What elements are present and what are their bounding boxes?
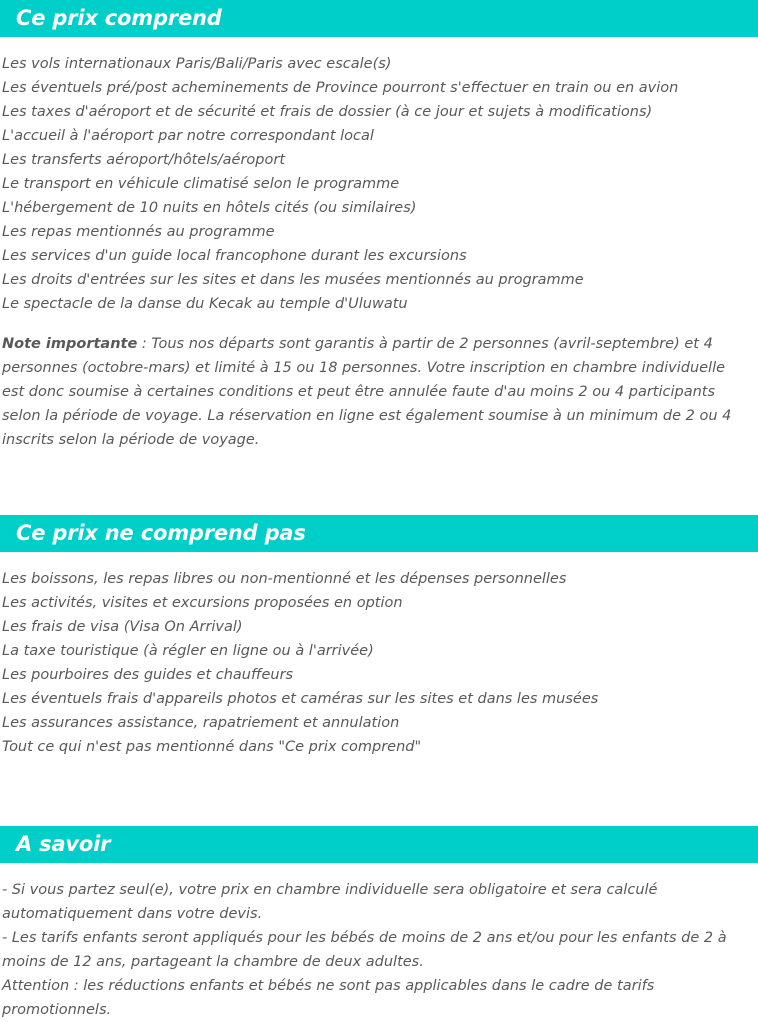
important-note-text: : Tous nos départs sont garantis à partir de 2 personnes (avril-septembre) et 4 personnes (octobre-mars) et limité à 15 ou 18 personnes. Votre inscription en chambre individuelle est donc soumise à certaines conditions et peut être annulée faute d'au moins 2 ou 4 participants selon la période de voyage. La réservation en ligne est également soumise à un minimum de 2 ou 4 inscrits selon la période de voyage. <box>2 336 732 448</box>
info-paragraph: - Les tarifs enfants seront appliqués pour les bébés de moins de 2 ans et/ou pour les enfants de 2 à moins de 12 ans, partageant la chambre de deux adultes. <box>2 930 727 970</box>
list-item: Les assurances assistance, rapatriement et annulation <box>2 715 400 731</box>
spacer <box>2 552 754 567</box>
list-item: Les frais de visa (Visa On Arrival) <box>2 619 243 635</box>
list-item: Les vols internationaux Paris/Bali/Paris avec escale(s) <box>2 56 392 72</box>
spacer <box>2 316 754 332</box>
spacer <box>2 37 754 52</box>
section-gap <box>0 759 758 826</box>
info-paragraph: - Si vous partez seul(e), votre prix en chambre individuelle sera obligatoire et sera calculé automatiquement dans votre devis. <box>2 882 658 922</box>
info-paragraph: Attention : les réductions enfants et bébés ne sont pas applicables dans le cadre de tarifs promotionnels. <box>2 978 655 1018</box>
section-body-ce-prix-ne-comprend-pas <box>0 552 758 759</box>
section-body-ce-prix-comprend <box>0 37 758 452</box>
section-header-ce-prix-comprend <box>0 0 758 37</box>
list-item: Les boissons, les repas libres ou non-mentionné et les dépenses personnelles <box>2 571 567 587</box>
important-note <box>2 332 754 452</box>
section-title: A savoir <box>16 832 111 856</box>
important-note-label: Note importante <box>2 336 138 352</box>
spacer <box>2 863 754 878</box>
list-item: Les transferts aéroport/hôtels/aéroport <box>2 152 286 168</box>
list-item: Les taxes d'aéroport et de sécurité et frais de dossier (à ce jour et sujets à modifications) <box>2 104 653 120</box>
list-item: Les droits d'entrées sur les sites et dans les musées mentionnés au programme <box>2 272 584 288</box>
list-item: Tout ce qui n'est pas mentionné dans "Ce prix comprend" <box>2 739 422 755</box>
list-item: Les éventuels pré/post acheminements de Province pourront s'effectuer en train ou en avion <box>2 80 679 96</box>
section-header-a-savoir <box>0 826 758 863</box>
list-item: Les pourboires des guides et chauffeurs <box>2 667 294 683</box>
list-item: Les repas mentionnés au programme <box>2 224 275 240</box>
included-list <box>2 52 754 316</box>
list-item: L'hébergement de 10 nuits en hôtels cités (ou similaires) <box>2 200 417 216</box>
list-item: L'accueil à l'aéroport par notre correspondant local <box>2 128 374 144</box>
section-header-ce-prix-ne-comprend-pas <box>0 515 758 552</box>
list-item: Le transport en véhicule climatisé selon le programme <box>2 176 400 192</box>
list-item: Les activités, visites et excursions proposées en option <box>2 595 403 611</box>
list-item: Les éventuels frais d'appareils photos et caméras sur les sites et dans les musées <box>2 691 599 707</box>
section-gap <box>0 452 758 515</box>
section-title: Ce prix comprend <box>16 6 222 30</box>
section-title: Ce prix ne comprend pas <box>16 521 306 545</box>
list-item: Les services d'un guide local francophone durant les excursions <box>2 248 467 264</box>
excluded-list <box>2 567 754 759</box>
list-item: Le spectacle de la danse du Kecak au temple d'Uluwatu <box>2 296 408 312</box>
list-item: La taxe touristique (à régler en ligne ou à l'arrivée) <box>2 643 374 659</box>
section-body-a-savoir <box>0 863 758 1022</box>
